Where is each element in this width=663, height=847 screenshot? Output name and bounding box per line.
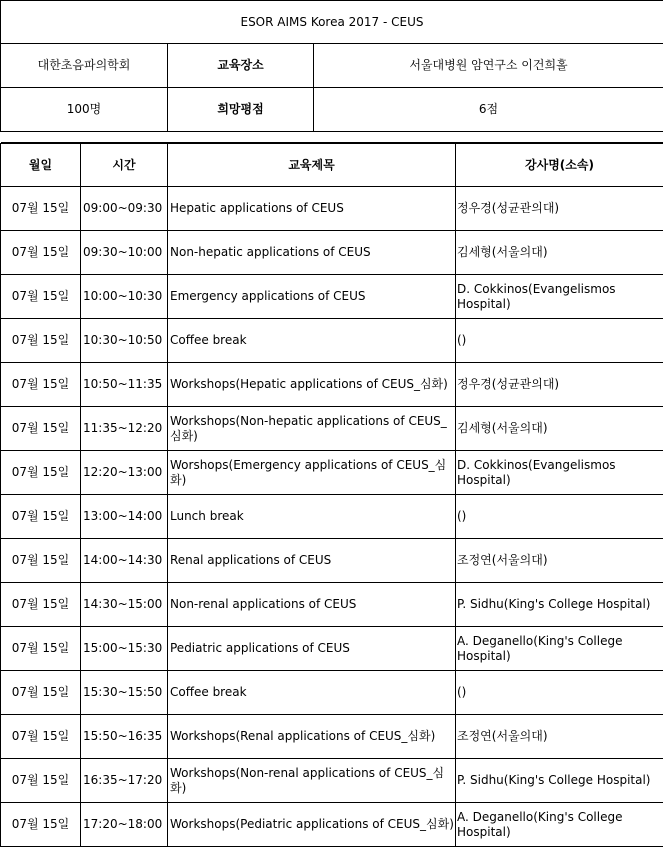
subject-cell: Hepatic applications of CEUS bbox=[168, 187, 456, 231]
score: 6점 bbox=[314, 88, 663, 132]
subject-cell: Non-renal applications of CEUS bbox=[168, 583, 456, 627]
venue: 서울대병원 암연구소 이건희홀 bbox=[314, 44, 663, 88]
table-row bbox=[1, 451, 663, 495]
date-cell: 07월 15일 bbox=[1, 451, 81, 495]
date-cell: 07월 15일 bbox=[1, 187, 81, 231]
subject-cell: Worshops(Emergency applications of CEUS_심화) bbox=[168, 451, 456, 495]
time-cell: 09:30~10:00 bbox=[81, 231, 168, 275]
date-cell: 07월 15일 bbox=[1, 275, 81, 319]
table-row bbox=[1, 187, 663, 231]
date-cell: 07월 15일 bbox=[1, 583, 81, 627]
date-cell: 07월 15일 bbox=[1, 759, 81, 803]
schedule-body bbox=[1, 187, 663, 847]
lecturer-cell: D. Cokkinos(Evangelismos Hospital) bbox=[456, 451, 663, 495]
table-row bbox=[1, 231, 663, 275]
table-row bbox=[1, 319, 663, 363]
lecturer-cell: 김세형(서울의대) bbox=[456, 231, 663, 275]
date-cell: 07월 15일 bbox=[1, 407, 81, 451]
subject-cell: Pediatric applications of CEUS bbox=[168, 627, 456, 671]
table-row bbox=[1, 275, 663, 319]
date-cell: 07월 15일 bbox=[1, 363, 81, 407]
subject-cell: Workshops(Non-hepatic applications of CEUS_심화) bbox=[168, 407, 456, 451]
time-cell: 09:00~09:30 bbox=[81, 187, 168, 231]
lecturer-cell: D. Cokkinos(Evangelismos Hospital) bbox=[456, 275, 663, 319]
table-row bbox=[1, 407, 663, 451]
table-row bbox=[1, 759, 663, 803]
score-label: 희망평점 bbox=[168, 88, 314, 132]
lecturer-cell: 조정연(서울의대) bbox=[456, 539, 663, 583]
col-header-time: 시간 bbox=[81, 144, 168, 187]
subject-cell: Workshops(Renal applications of CEUS_심화) bbox=[168, 715, 456, 759]
time-cell: 14:30~15:00 bbox=[81, 583, 168, 627]
time-cell: 16:35~17:20 bbox=[81, 759, 168, 803]
subject-cell: Workshops(Hepatic applications of CEUS_심화) bbox=[168, 363, 456, 407]
lecturer-cell: P. Sidhu(King's College Hospital) bbox=[456, 759, 663, 803]
table-row bbox=[1, 715, 663, 759]
table-row bbox=[1, 803, 663, 847]
lecturer-cell: P. Sidhu(King's College Hospital) bbox=[456, 583, 663, 627]
table-row bbox=[1, 363, 663, 407]
venue-label: 교육장소 bbox=[168, 44, 314, 88]
date-cell: 07월 15일 bbox=[1, 803, 81, 847]
lecturer-cell: A. Deganello(King's College Hospital) bbox=[456, 803, 663, 847]
subject-cell: Coffee break bbox=[168, 671, 456, 715]
subject-cell: Renal applications of CEUS bbox=[168, 539, 456, 583]
lecturer-cell: () bbox=[456, 671, 663, 715]
date-cell: 07월 15일 bbox=[1, 319, 81, 363]
date-cell: 07월 15일 bbox=[1, 231, 81, 275]
date-cell: 07월 15일 bbox=[1, 495, 81, 539]
date-cell: 07월 15일 bbox=[1, 539, 81, 583]
time-cell: 15:30~15:50 bbox=[81, 671, 168, 715]
info-table bbox=[0, 0, 663, 143]
time-cell: 17:20~18:00 bbox=[81, 803, 168, 847]
date-cell: 07월 15일 bbox=[1, 671, 81, 715]
lecturer-cell: () bbox=[456, 495, 663, 539]
lecturer-cell: 정우경(성균관의대) bbox=[456, 363, 663, 407]
lecturer-cell: A. Deganello(King's College Hospital) bbox=[456, 627, 663, 671]
capacity: 100명 bbox=[1, 88, 168, 132]
table-row bbox=[1, 495, 663, 539]
subject-cell: Workshops(Non-renal applications of CEUS_심화) bbox=[168, 759, 456, 803]
col-header-date: 월일 bbox=[1, 144, 81, 187]
lecturer-cell: () bbox=[456, 319, 663, 363]
organizer: 대한초음파의학회 bbox=[1, 44, 168, 88]
date-cell: 07월 15일 bbox=[1, 715, 81, 759]
date-cell: 07월 15일 bbox=[1, 627, 81, 671]
time-cell: 15:50~16:35 bbox=[81, 715, 168, 759]
subject-cell: Emergency applications of CEUS bbox=[168, 275, 456, 319]
subject-cell: Workshops(Pediatric applications of CEUS_심화) bbox=[168, 803, 456, 847]
lecturer-cell: 조정연(서울의대) bbox=[456, 715, 663, 759]
subject-cell: Lunch break bbox=[168, 495, 456, 539]
table-row bbox=[1, 671, 663, 715]
time-cell: 11:35~12:20 bbox=[81, 407, 168, 451]
time-cell: 14:00~14:30 bbox=[81, 539, 168, 583]
subject-cell: Non-hepatic applications of CEUS bbox=[168, 231, 456, 275]
table-row bbox=[1, 539, 663, 583]
time-cell: 10:30~10:50 bbox=[81, 319, 168, 363]
table-row bbox=[1, 583, 663, 627]
lecturer-cell: 정우경(성균관의대) bbox=[456, 187, 663, 231]
table-row bbox=[1, 627, 663, 671]
spacer-row bbox=[1, 132, 663, 143]
document-title: ESOR AIMS Korea 2017 - CEUS bbox=[1, 1, 663, 44]
time-cell: 12:20~13:00 bbox=[81, 451, 168, 495]
time-cell: 13:00~14:00 bbox=[81, 495, 168, 539]
time-cell: 10:00~10:30 bbox=[81, 275, 168, 319]
col-header-lecturer: 강사명(소속) bbox=[456, 144, 663, 187]
subject-cell: Coffee break bbox=[168, 319, 456, 363]
time-cell: 10:50~11:35 bbox=[81, 363, 168, 407]
col-header-subject: 교육제목 bbox=[168, 144, 456, 187]
schedule-table bbox=[0, 143, 663, 847]
lecturer-cell: 김세형(서울의대) bbox=[456, 407, 663, 451]
time-cell: 15:00~15:30 bbox=[81, 627, 168, 671]
